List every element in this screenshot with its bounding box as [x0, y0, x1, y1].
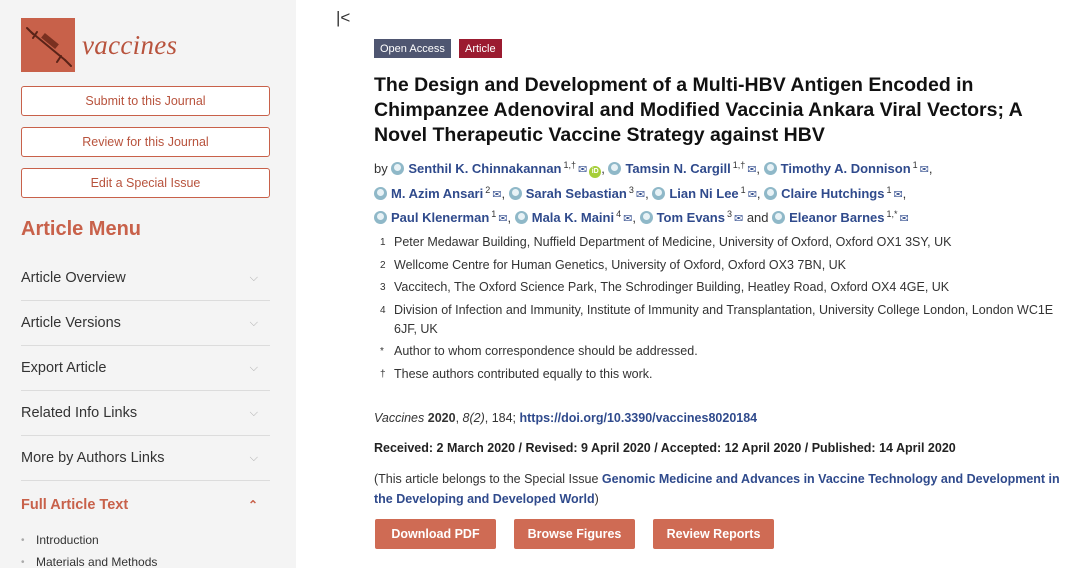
affiliation-text: Vaccitech, The Oxford Science Park, The Schrodinger Building, Heatley Road, Oxford OX4 4GE, UK [394, 280, 950, 294]
bullet-icon: • [21, 556, 25, 568]
affiliation-text: Author to whom correspondence should be addressed. [394, 344, 698, 358]
author-affil-sup: 1 [740, 184, 746, 195]
person-icon [374, 187, 387, 200]
open-access-badge: Open Access [374, 39, 451, 58]
chevron-down-icon: ⌵ [249, 361, 258, 374]
person-icon [764, 162, 777, 175]
affiliation-item [374, 342, 1064, 361]
affiliation-item [374, 301, 1064, 339]
author-link[interactable]: Sarah Sebastian [525, 185, 627, 201]
author-affil-sup: 3 [726, 209, 732, 219]
author-link[interactable]: Tamsin N. Cargill [625, 161, 731, 176]
menu-item-export-article[interactable] [21, 346, 270, 391]
article-title: The Design and Development of a Multi-HBV Antigen Encoded in Chimpanzee Adenoviral and Modified Vaccinia Ankara Viral Vectors; A Novel Therapeutic Vaccine Strategy against HBV [374, 74, 1023, 146]
author-link[interactable]: Tom Evans [656, 210, 725, 225]
person-icon [772, 211, 785, 224]
chevron-down-icon: ⌵ [249, 271, 258, 284]
mail-icon[interactable]: ✉ [893, 188, 903, 201]
author-link[interactable]: Mala K. Maini [531, 210, 615, 225]
affiliation-num: 2 [380, 259, 386, 271]
affiliation-num: 4 [380, 304, 386, 316]
person-icon [652, 187, 665, 200]
mail-icon[interactable]: ✉ [492, 188, 502, 201]
affiliation-text: Peter Medawar Building, Nuffield Department of Medicine, University of Oxford, Oxford OX1 3SY, UK [394, 235, 952, 249]
affiliation-item [374, 233, 1064, 252]
person-icon [608, 162, 621, 175]
and-label: and [746, 210, 769, 225]
mail-icon[interactable]: ✉ [635, 188, 646, 201]
menu-item-article-overview[interactable] [21, 256, 270, 301]
affiliation-text: Division of Infection and Immunity, Institute of Immunity and Transplantation, University College London, London WC1E 6JF, UK [394, 302, 1054, 336]
citation-volume: 8(2) [462, 411, 485, 425]
author-link[interactable]: Timothy A. Donnison [780, 161, 911, 176]
sub-item-label: Materials and Methods [36, 555, 158, 568]
affiliation-item [374, 365, 1064, 384]
citation-journal: Vaccines [374, 411, 425, 425]
menu-item-related-info[interactable] [21, 391, 270, 436]
affiliation-text: Wellcome Centre for Human Genetics, University of Oxford, Oxford OX3 7BN, UK [394, 257, 847, 272]
chevron-down-icon: ⌵ [249, 316, 258, 329]
menu-item-label: Full Article Text [21, 496, 129, 513]
menu-item-label: Article Overview [21, 270, 126, 286]
affiliation-num: † [380, 368, 386, 380]
author-link[interactable]: Paul Klenerman [391, 210, 490, 225]
mail-icon[interactable]: ✉ [747, 164, 757, 176]
affiliation-num: * [380, 346, 384, 357]
review-reports-button[interactable]: Review Reports [653, 519, 774, 549]
author-affil-sup: 4 [616, 209, 622, 219]
author-link[interactable]: Lian Ni Lee [669, 185, 739, 201]
publication-dates: Received: 2 March 2020 / Revised: 9 April 2020 / Accepted: 12 April 2020 / Published: 14 April 2020 [374, 441, 956, 455]
affiliation-item [374, 278, 1064, 297]
menu-item-label: Export Article [21, 360, 107, 376]
citation-line: Vaccines 2020, 8(2), 184; https://doi.org/10.3390/vaccines8020184 [374, 411, 758, 425]
author-link[interactable]: Senthil K. Chinnakannan [408, 161, 562, 176]
author-affil-sup: 1 [491, 209, 497, 219]
mail-icon[interactable]: ✉ [578, 164, 588, 176]
doi-link[interactable]: https://doi.org/10.3390/vaccines8020184 [519, 411, 758, 425]
special-issue-note [374, 470, 1064, 509]
mail-icon[interactable]: ✉ [623, 213, 633, 225]
submit-journal-button[interactable]: Submit to this Journal [21, 86, 270, 116]
author-affil-sup: 3 [628, 184, 634, 195]
journal-logo[interactable] [21, 18, 177, 72]
download-pdf-button[interactable]: Download PDF [375, 519, 496, 549]
author-link[interactable]: Eleanor Barnes [789, 210, 885, 225]
special-issue-link[interactable]: Genomic Medicine and Advances in Vaccine Technology and Development in the Developing and Developed World [374, 472, 1060, 506]
affiliation-num: 3 [380, 282, 386, 293]
sub-item-label: Introduction [36, 533, 99, 547]
author-link[interactable]: Claire Hutchings [781, 185, 885, 201]
author-affil-sup: 1 [886, 184, 892, 195]
sub-item-introduction[interactable] [21, 533, 99, 547]
menu-item-more-by-authors[interactable] [21, 436, 270, 481]
affiliation-text: These authors contributed equally to this work. [394, 366, 653, 381]
person-icon [374, 211, 387, 224]
chevron-down-icon: ⌵ [249, 406, 258, 419]
mail-icon[interactable]: ✉ [899, 213, 909, 225]
menu-item-label: More by Authors Links [21, 450, 165, 466]
menu-item-full-article-text[interactable] [21, 482, 270, 527]
review-journal-button[interactable]: Review for this Journal [21, 127, 270, 157]
sidebar [0, 0, 296, 568]
author-affil-sup: 1,* [886, 209, 898, 219]
person-icon [764, 187, 777, 200]
citation-pages: , 184; [484, 411, 520, 425]
author-affil-sup: 1,† [563, 160, 576, 170]
edit-special-issue-button[interactable]: Edit a Special Issue [21, 168, 270, 198]
affiliation-num: 1 [380, 237, 386, 248]
chevron-down-icon: ⌵ [249, 451, 258, 464]
menu-item-label: Article Versions [21, 315, 121, 331]
citation-year: 2020 [427, 411, 456, 425]
special-issue-suffix: ) [594, 491, 599, 506]
mail-icon[interactable]: ✉ [498, 213, 508, 225]
menu-item-label: Related Info Links [21, 405, 138, 421]
special-issue-prefix: (This article belongs to the Special Issue [374, 472, 602, 486]
bullet-icon: • [21, 534, 25, 546]
person-icon [515, 211, 528, 224]
browse-figures-button[interactable]: Browse Figures [514, 519, 635, 549]
author-affil-sup: 1 [912, 160, 918, 170]
article-menu-title: Article Menu [21, 218, 142, 240]
author-affil-sup: 2 [485, 184, 491, 195]
affiliation-item [374, 256, 1064, 275]
orcid-icon[interactable]: iD [589, 166, 601, 178]
by-label: by [374, 161, 388, 176]
affiliation-list [374, 233, 1064, 387]
menu-item-article-versions[interactable] [21, 301, 270, 346]
mail-icon[interactable]: ✉ [733, 213, 744, 225]
mail-icon[interactable]: ✉ [919, 164, 929, 176]
mail-icon[interactable]: ✉ [747, 188, 757, 201]
chevron-up-icon: ⌃ [247, 497, 258, 512]
author-list: by Senthil K. Chinnakannan $^{1,\dagger}$ ✉ iD , Tamsin N. Cargill $^{1,\dagger}$ ✉, Timothy A. Donnison $^1$ ✉, M. Azim Ansari $^2$ ✉, Sarah Sebastian $^3$ ✉, Lian Ni Lee $^1$ ✉, Claire Hutchings $^1$ ✉, Paul Klenerman $^1$ ✉, Mala K. Maini $^4$ ✉, Tom Evans $^3$ ✉ and Eleanor Barnes $^{1,*}$ ✉ [374, 160, 933, 225]
person-icon [509, 187, 522, 200]
sub-item-materials-methods[interactable] [21, 555, 157, 568]
author-link[interactable]: M. Azim Ansari [391, 185, 484, 201]
journal-name: vaccines [82, 29, 178, 60]
syringe-icon [21, 18, 75, 72]
person-icon [640, 211, 653, 224]
collapse-sidebar-icon[interactable]: |< [336, 8, 351, 27]
author-affil-sup: 1,† [732, 160, 746, 170]
person-icon [391, 162, 404, 175]
article-type-badge: Article [459, 39, 502, 58]
